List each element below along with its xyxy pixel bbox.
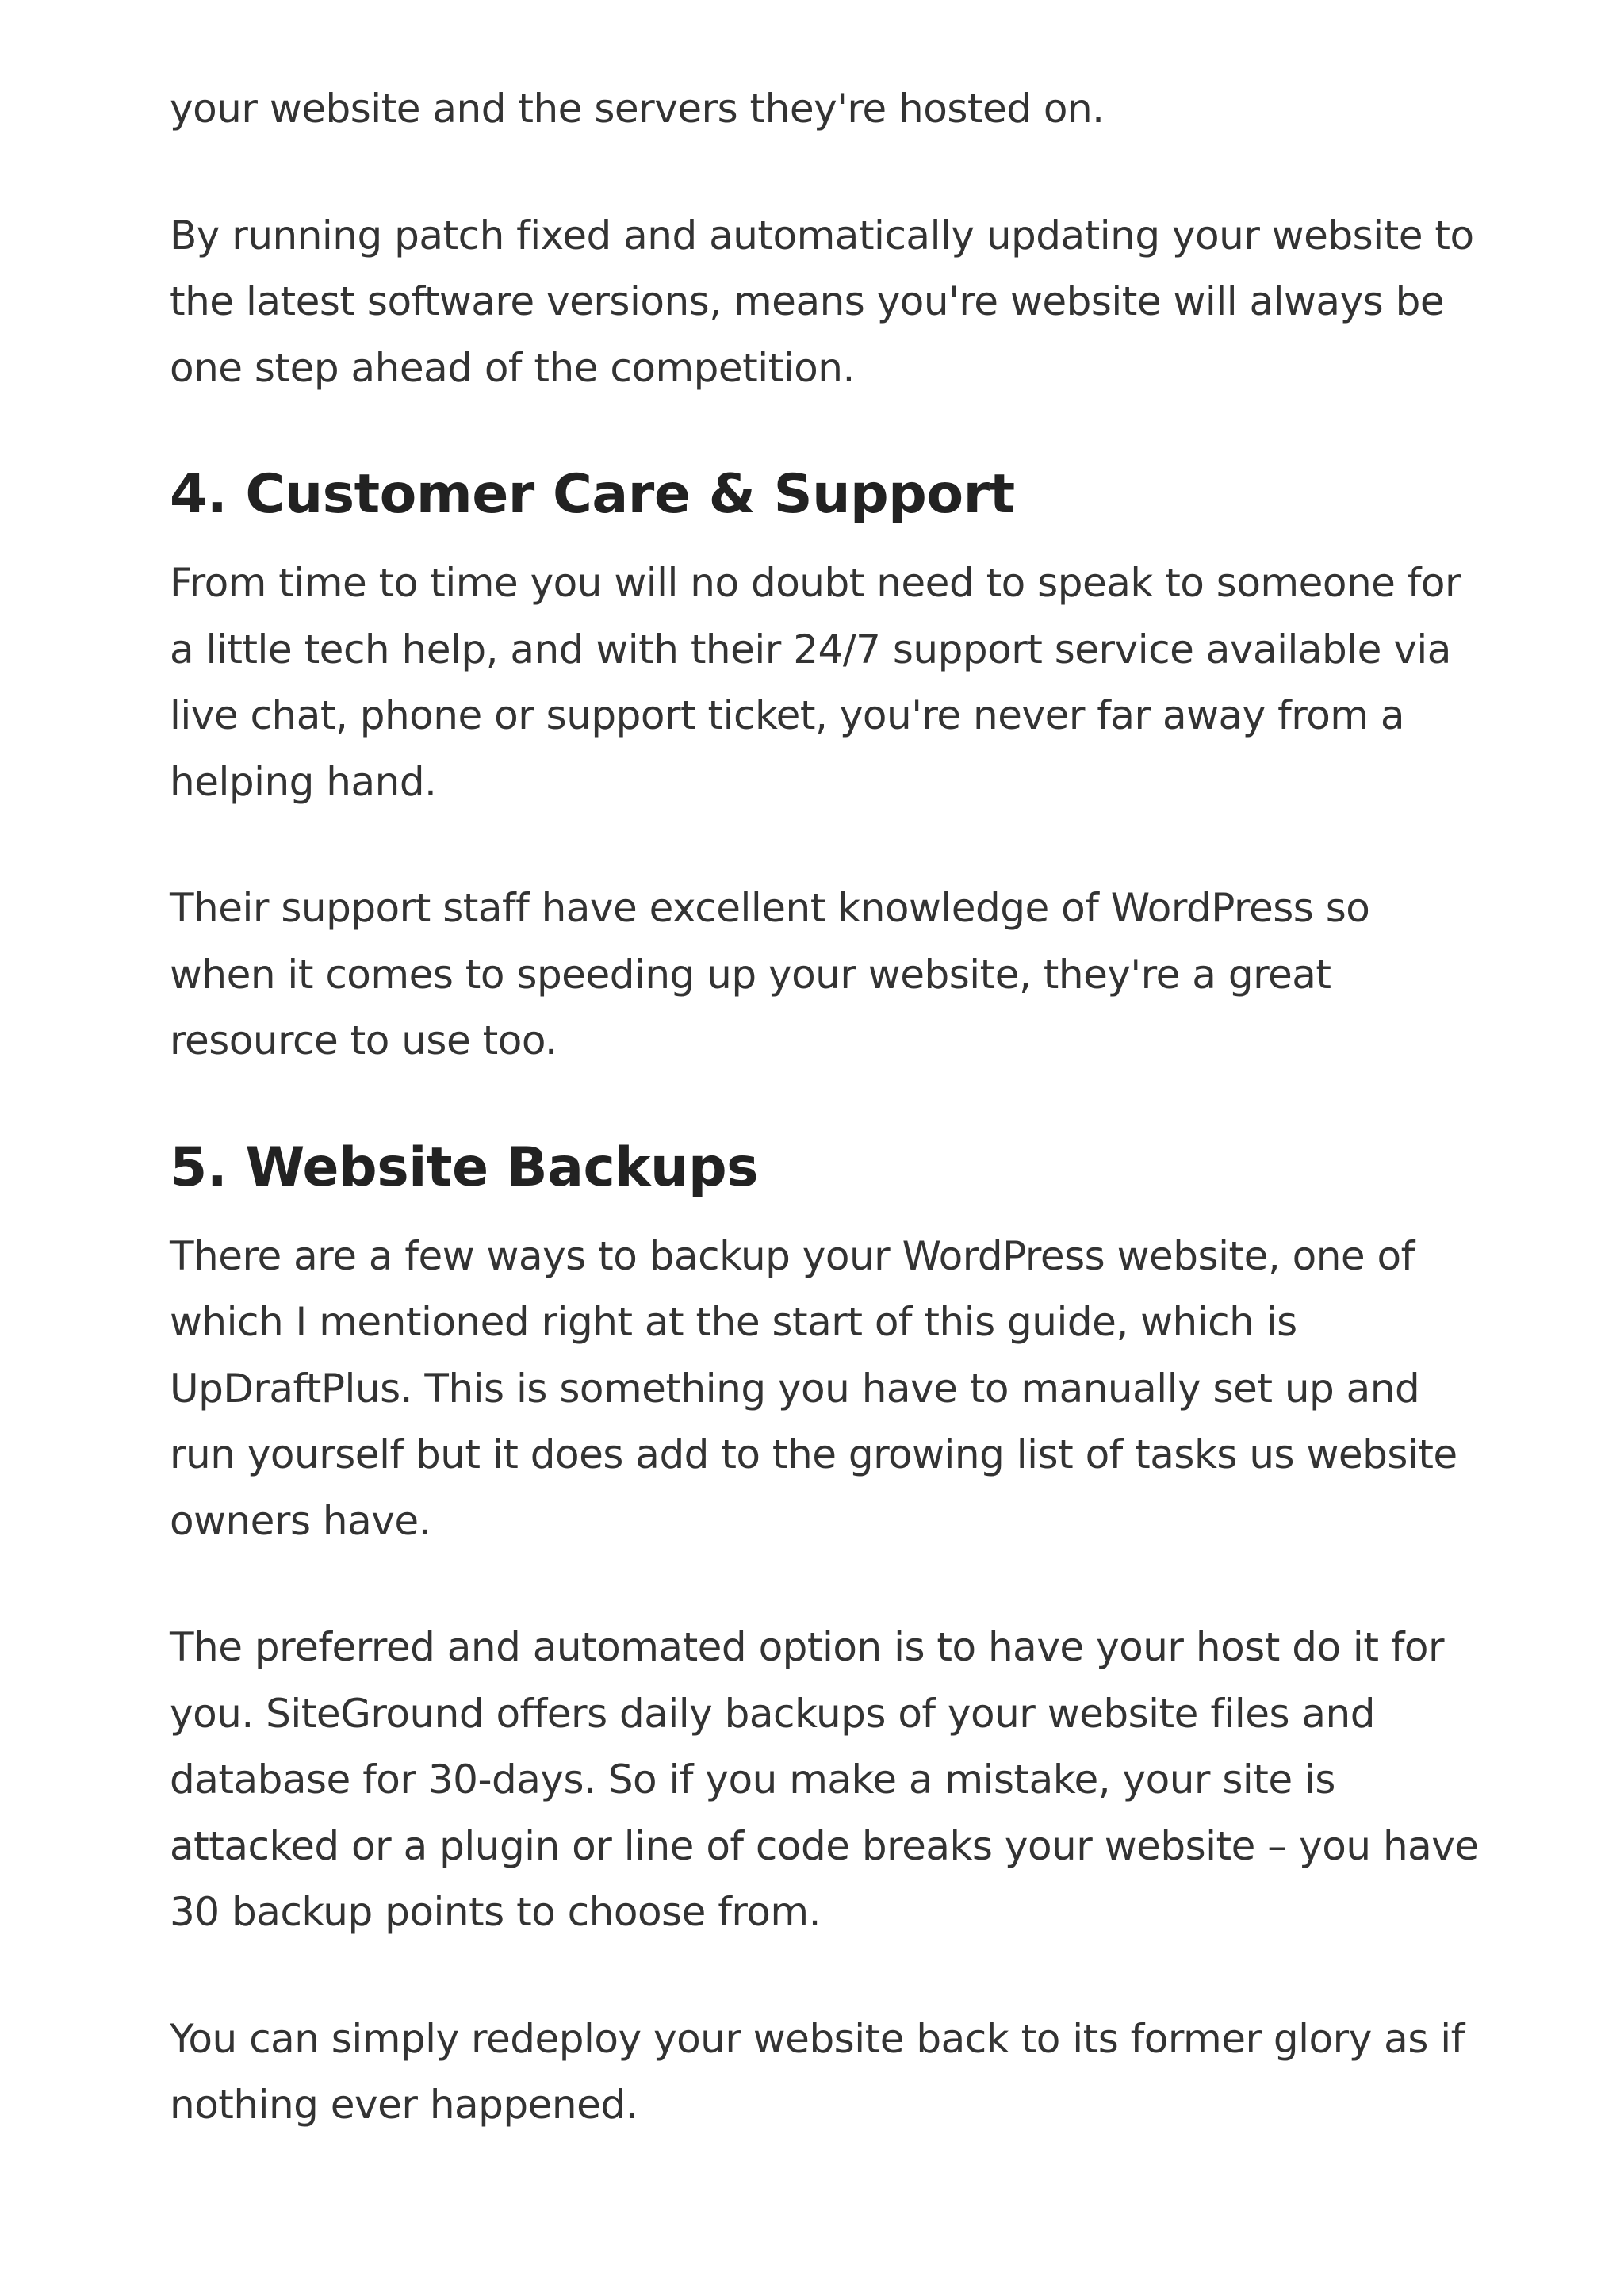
- text-line: resource to use too.: [170, 1017, 557, 1063]
- text-line: database for 30-days. So if you make a mistake, your site is: [170, 1757, 1335, 1803]
- text-line: The preferred and automated option is to have your host do it for: [170, 1624, 1445, 1670]
- text-line: one step ahead of the competition.: [170, 344, 855, 391]
- heading-website-backups: 5. Website Backups: [170, 1136, 759, 1199]
- text-line: attacked or a plugin or line of code breaks your website – you have: [170, 1822, 1479, 1869]
- text-line: which I mentioned right at the start of this guide, which is: [170, 1299, 1297, 1345]
- paragraph-auto-updates: [170, 203, 1474, 402]
- text-line: owners have.: [170, 1497, 431, 1544]
- text-line: From time to time you will no doubt need to speak to someone for: [170, 560, 1461, 606]
- paragraph-support-staff: [170, 875, 1470, 1075]
- text-line: run yourself but it does add to the growing list of tasks us website: [170, 1431, 1457, 1477]
- text-line: Their support staff have excellent knowledge of WordPress so: [170, 885, 1370, 931]
- text-line: when it comes to speeding up your website, they're a great: [170, 951, 1331, 998]
- article-body: [170, 76, 1479, 2139]
- text-line: 30 backup points to choose from.: [170, 1889, 821, 1935]
- text-line: live chat, phone or support ticket, you're never far away from a: [170, 692, 1405, 738]
- paragraph-host-backups: [170, 1615, 1479, 1946]
- text-line: UpDraftPlus. This is something you have to manually set up and: [170, 1365, 1420, 1412]
- paragraph-hosting-servers: [170, 76, 1470, 143]
- paragraph-backup-ways: [170, 1224, 1470, 1555]
- text-line: a little tech help, and with their 24/7 support service available via: [170, 626, 1451, 672]
- text-line: you. SiteGround offers daily backups of your website files and: [170, 1690, 1375, 1737]
- text-line: helping hand.: [170, 758, 437, 805]
- text-line: You can simply redeploy your website back to its former glory as if: [170, 2015, 1465, 2062]
- text-line: your website and the servers they're hosted on.: [170, 86, 1105, 132]
- heading-customer-care: 4. Customer Care & Support: [170, 463, 1015, 526]
- text-line: the latest software versions, means you're website will always be: [170, 278, 1445, 324]
- paragraph-support-service: [170, 550, 1470, 815]
- paragraph-redeploy: [170, 2006, 1470, 2139]
- text-line: By running patch fixed and automatically updating your website to: [170, 212, 1474, 259]
- text-line: There are a few ways to backup your WordPress website, one of: [170, 1232, 1415, 1279]
- text-line: nothing ever happened.: [170, 2082, 638, 2128]
